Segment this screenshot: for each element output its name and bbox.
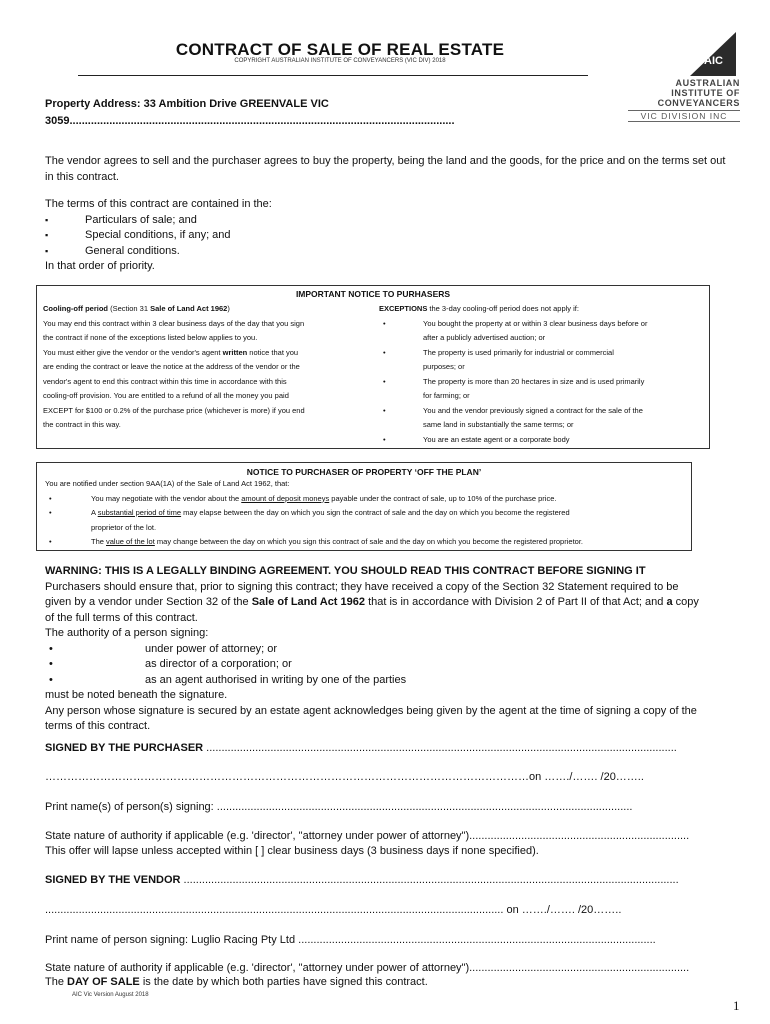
cooling-off-line: EXCEPT for $100 or 0.2% of the purchase price (whichever is more) if you end	[43, 405, 305, 415]
exception-item: • You and the vendor previously signed a contract for the sale of the	[379, 404, 704, 419]
title-rule	[78, 75, 588, 76]
important-notice-heading: IMPORTANT NOTICE TO PURHASERS	[295, 289, 451, 299]
important-notice-box	[36, 285, 710, 449]
cooling-off-line: You must either give the vendor or the vendor's agent written notice that you	[43, 347, 299, 357]
vendor-authority[interactable]: State nature of authority if applicable (e.g. 'director', "attorney under power of attorney")........................................................................	[45, 962, 690, 974]
authority-item: • as director of a corporation; or	[45, 657, 745, 673]
aic-logo	[628, 30, 740, 122]
off-the-plan-body	[37, 477, 691, 550]
logo-line-1: AUSTRALIAN	[675, 78, 740, 88]
terms-block	[45, 197, 445, 275]
exceptions-column	[379, 302, 704, 447]
authority-noted: must be noted beneath the signature.	[45, 689, 228, 701]
property-address	[45, 96, 455, 130]
property-address-line-2: 3059..............................................................................................................................	[45, 115, 455, 127]
off-the-plan-item: • A substantial period of time may elapse between the day on which you sign the contract of sale and the day on which you become the registered	[45, 506, 691, 521]
purchaser-signature-line[interactable]: SIGNED BY THE PURCHASER ..........................................................................................................................................................	[45, 742, 677, 754]
agent-ack-line: Any person whose signature is secured by an estate agent acknowledges being given by the agent at the time of signing a copy of the	[45, 704, 697, 717]
property-address-line-1: Property Address: 33 Ambition Drive GREENVALE VIC	[45, 98, 329, 110]
vendor-signature-line[interactable]: SIGNED BY THE VENDOR ..................................................................................................................................................................	[45, 874, 679, 886]
vendor-date-line[interactable]: ...................................................................................................................................................... on ……./……. /20……..	[45, 904, 622, 916]
terms-item: ▪ Special conditions, if any; and	[45, 228, 445, 244]
terms-item: ▪ Particulars of sale; and	[45, 213, 445, 229]
cooling-off-line: vendor's agent to end this contract within this time in accordance with this	[43, 376, 287, 386]
offer-lapse-note: This offer will lapse unless accepted within [ ] clear business days (3 business days if none specified).	[45, 845, 539, 857]
warning-paragraph-line: given by a vendor under Section 32 of the Sale of Land Act 1962 that is in accordance with Division 2 of Part II of that Act; and a copy	[45, 596, 699, 608]
cooling-off-line: the contract in this way.	[43, 420, 121, 429]
logo-mark-text: AIC	[704, 55, 723, 67]
cooling-off-line: You may end this contract within 3 clear business days of the day that you sign	[43, 318, 305, 328]
logo-line-2: INSTITUTE OF	[671, 88, 740, 98]
exception-item-cont: purposes; or	[423, 362, 465, 371]
authority-item: • under power of attorney; or	[45, 642, 745, 658]
authority-lead: The authority of a person signing:	[45, 627, 209, 639]
document-title: CONTRACT OF SALE OF REAL ESTATE	[175, 40, 505, 59]
exception-item: • You bought the property at or within 3 clear business days before or	[379, 317, 704, 332]
off-the-plan-item: • The value of the lot may change between the day on which you sign this contract of sale and the day on which you become the registered proprietor.	[45, 535, 691, 550]
warning-section	[45, 564, 745, 735]
off-the-plan-item: • You may negotiate with the vendor about the amount of deposit moneys payable under the contract of sale, up to 10% of the purchase price.	[45, 492, 691, 507]
cooling-off-title: Cooling-off period (Section 31 Sale of Land Act 1962)	[43, 304, 230, 313]
authority-item: • as an agent authorised in writing by one of the parties	[45, 673, 745, 689]
version-footer: AIC Vic Version August 2018	[72, 992, 149, 998]
exception-item-cont: same land in substantially the same terms; or	[423, 420, 574, 429]
cooling-off-line: are ending the contract or leave the notice at the address of the vendor or the	[43, 362, 300, 371]
off-the-plan-heading: NOTICE TO PURCHASER OF PROPERTY ‘OFF THE PLAN’	[246, 467, 482, 477]
agent-ack-line: terms of this contract.	[45, 720, 151, 732]
off-the-plan-item-cont: proprietor of the lot.	[91, 522, 157, 532]
purchaser-authority[interactable]: State nature of authority if applicable (e.g. 'director', "attorney under power of attorney")........................................................................	[45, 830, 690, 842]
purchaser-print-name[interactable]: Print name(s) of person(s) signing: ........................................................................................................................................	[45, 801, 633, 813]
cooling-off-column	[43, 302, 388, 433]
cooling-off-line: cooling-off provision. You are entitled to a refund of all the money you paid	[43, 391, 289, 400]
exception-item-cont: for farming; or	[423, 391, 470, 400]
logo-line-3: CONVEYANCERS	[657, 98, 740, 108]
exceptions-title: EXCEPTIONS the 3-day cooling-off period does not apply if:	[379, 304, 579, 313]
warning-heading: WARNING: THIS IS A LEGALLY BINDING AGREEMENT. YOU SHOULD READ THIS CONTRACT BEFORE SIGNING IT	[45, 565, 646, 577]
purchaser-date-line[interactable]: ……………………………………………………………………………………………………………………on ……./……. /20……..	[45, 771, 644, 783]
exception-item: • The property is used primarily for industrial or commercial	[379, 346, 704, 361]
aic-logo-mark-icon	[628, 30, 740, 78]
exception-item: • You are an estate agent or a corporate body	[379, 433, 704, 448]
exception-item: • The property is more than 20 hectares in size and is used primarily	[379, 375, 704, 390]
page-number: 1	[733, 998, 740, 1013]
logo-line-4: VIC DIVISION INC	[628, 110, 740, 122]
terms-lead: The terms of this contract are contained in the:	[45, 198, 272, 210]
copyright-line: COPYRIGHT AUSTRALIAN INSTITUTE OF CONVEYANCERS (VIC DIV) 2018	[234, 58, 446, 64]
off-the-plan-lead: You are notified under section 9AA(1A) of the Sale of Land Act 1962, that:	[45, 479, 290, 488]
terms-item: ▪ General conditions.	[45, 244, 445, 260]
off-the-plan-notice-box	[36, 462, 692, 551]
vendor-print-name[interactable]: Print name of person signing: Luglio Racing Pty Ltd .....................................................................................................................	[45, 934, 656, 946]
day-of-sale-note: The DAY OF SALE is the date by which both parties have signed this contract.	[45, 976, 428, 988]
warning-paragraph-line: of the full terms of this contract.	[45, 611, 198, 624]
intro-paragraph: The vendor agrees to sell and the purchaser agrees to buy the property, being the land and the goods, for the price and on the terms set out in this contract.	[45, 155, 726, 183]
terms-close: In that order of priority.	[45, 260, 155, 272]
cooling-off-line: the contract if none of the exceptions listed below applies to you.	[43, 333, 258, 342]
exception-item-cont: after a publicly advertised auction; or	[423, 333, 546, 342]
warning-paragraph-line: Purchasers should ensure that, prior to signing this contract; they have received a copy of the Section 32 Statement required to be	[45, 580, 679, 593]
